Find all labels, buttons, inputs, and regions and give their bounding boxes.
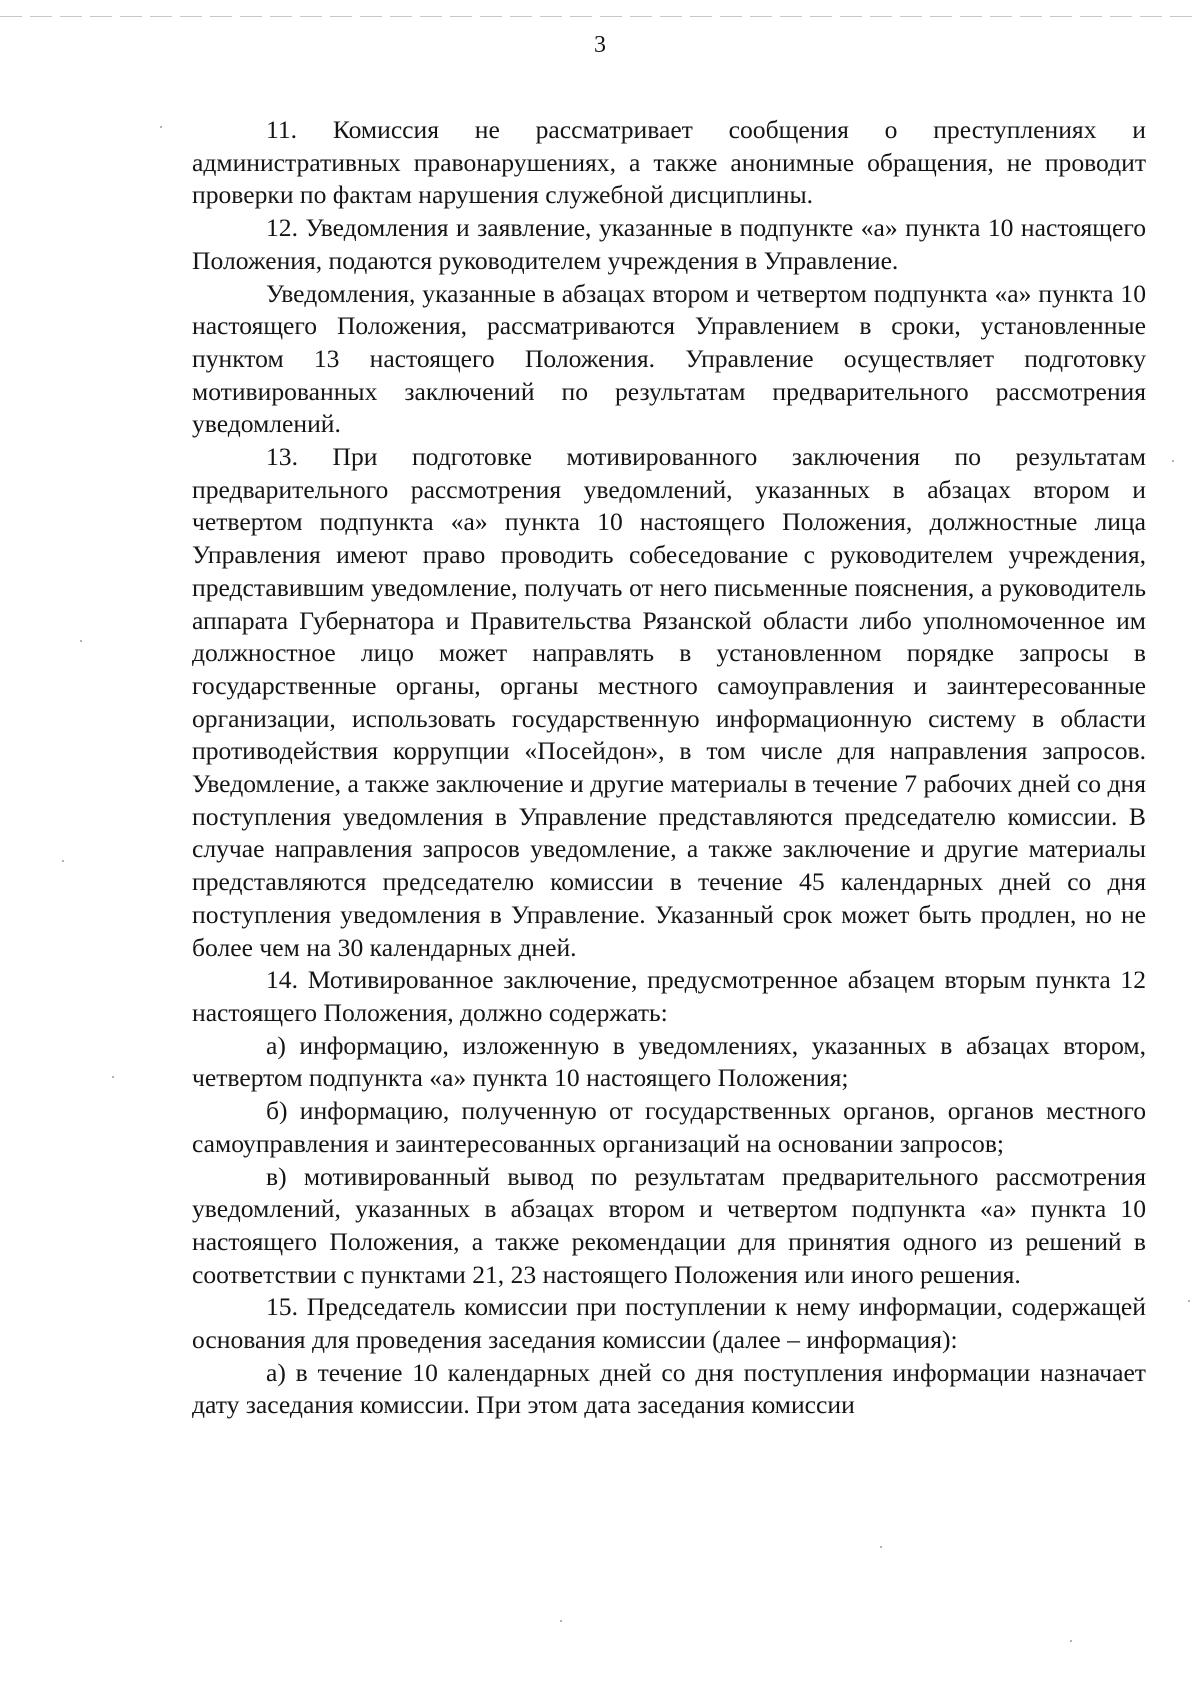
- paragraph-item-15: 15. Председатель комиссии при поступлении к нему информации, содержащей основания для проведения заседания комиссии (далее – информация):: [192, 1292, 1146, 1355]
- paragraph-item-11: 11. Комиссия не рассматривает сообщения о преступлениях и административных правонарушениях, а также анонимные обращения, не проводит проверки по фактам нарушения служебной дисциплины.: [192, 115, 1146, 210]
- paragraph-item-14-c: в) мотивированный вывод по результатам предварительного рассмотрения уведомлений, указанных в абзацах втором и четвертом подпункта «а» пункта 10 настоящего Положения, а также рекомендации для принятия одного из решений в соответствии с пунктами 21, 23 настоящего Положения или иного решения.: [192, 1161, 1146, 1289]
- scan-speck: [80, 640, 82, 642]
- page-number: 3: [594, 32, 606, 58]
- scan-speck: [1070, 1640, 1072, 1642]
- scan-speck: [1172, 460, 1174, 462]
- scan-speck: [112, 1076, 114, 1078]
- paragraph-item-14-a: а) информацию, изложенную в уведомлениях, указанных в абзацах втором, четвертом подпункта «а» пункта 10 настоящего Положения;: [192, 1030, 1146, 1093]
- document-body: [192, 114, 1146, 1422]
- paragraph-item-12: 12. Уведомления и заявление, указанные в подпункте «а» пункта 10 настоящего Положения, подаются руководителем учреждения в Управление.: [192, 213, 1146, 275]
- paragraph-item-14-b: б) информацию, полученную от государственных органов, органов местного самоуправления и заинтересованных организаций на основании запросов;: [192, 1096, 1146, 1158]
- paragraph-item-14: 14. Мотивированное заключение, предусмотренное абзацем вторым пункта 12 настоящего Положения, должно содержать:: [192, 965, 1146, 1027]
- scan-edge: [0, 16, 1200, 17]
- paragraph-item-13: 13. При подготовке мотивированного заключения по результатам предварительного рассмотрения уведомлений, указанных в абзацах втором и четвертом подпункта «а» пункта 10 настоящего Положения, должностные лица Управления имеют право проводить собеседование с руководителем учреждения, представившим уведомление, получать от него письменные пояснения, а руководитель аппарата Губернатора и Правительства Рязанской области либо уполномоченное им должностное лицо может направлять в установленном порядке запросы в государственные органы, органы местного самоуправления и заинтересованные организации, использовать государственную информационную систему в области противодействия коррупции «Посейдон», в том числе для направления запросов. Уведомление, а также заключение и другие материалы в течение 7 рабочих дней со дня поступления уведомления в Управление представляются председателю комиссии. В случае направления запросов уведомление, а также заключение и другие материалы представляются председателю комиссии в течение 45 календарных дней со дня поступления уведомления в Управление. Указанный срок может быть продлен, но не более чем на 30 календарных дней.: [192, 442, 1146, 962]
- scan-speck: [880, 1546, 882, 1548]
- paragraph-item-15-a: а) в течение 10 календарных дней со дня поступления информации назначает дату заседания комиссии. При этом дата заседания комиссии: [192, 1357, 1146, 1420]
- scan-speck: [160, 126, 162, 128]
- scan-speck: [560, 1620, 562, 1622]
- paragraph-item-12-notifications: Уведомления, указанные в абзацах втором и четвертом подпункта «а» пункта 10 настоящего Положения, рассматриваются Управлением в сроки, установленные пунктом 13 настоящего Положения. Управление осуществляет подготовку мотивированных заключений по результатам предварительного рассмотрения уведомлений.: [192, 278, 1146, 439]
- scan-speck: [1188, 1300, 1190, 1302]
- scan-speck: [62, 860, 64, 862]
